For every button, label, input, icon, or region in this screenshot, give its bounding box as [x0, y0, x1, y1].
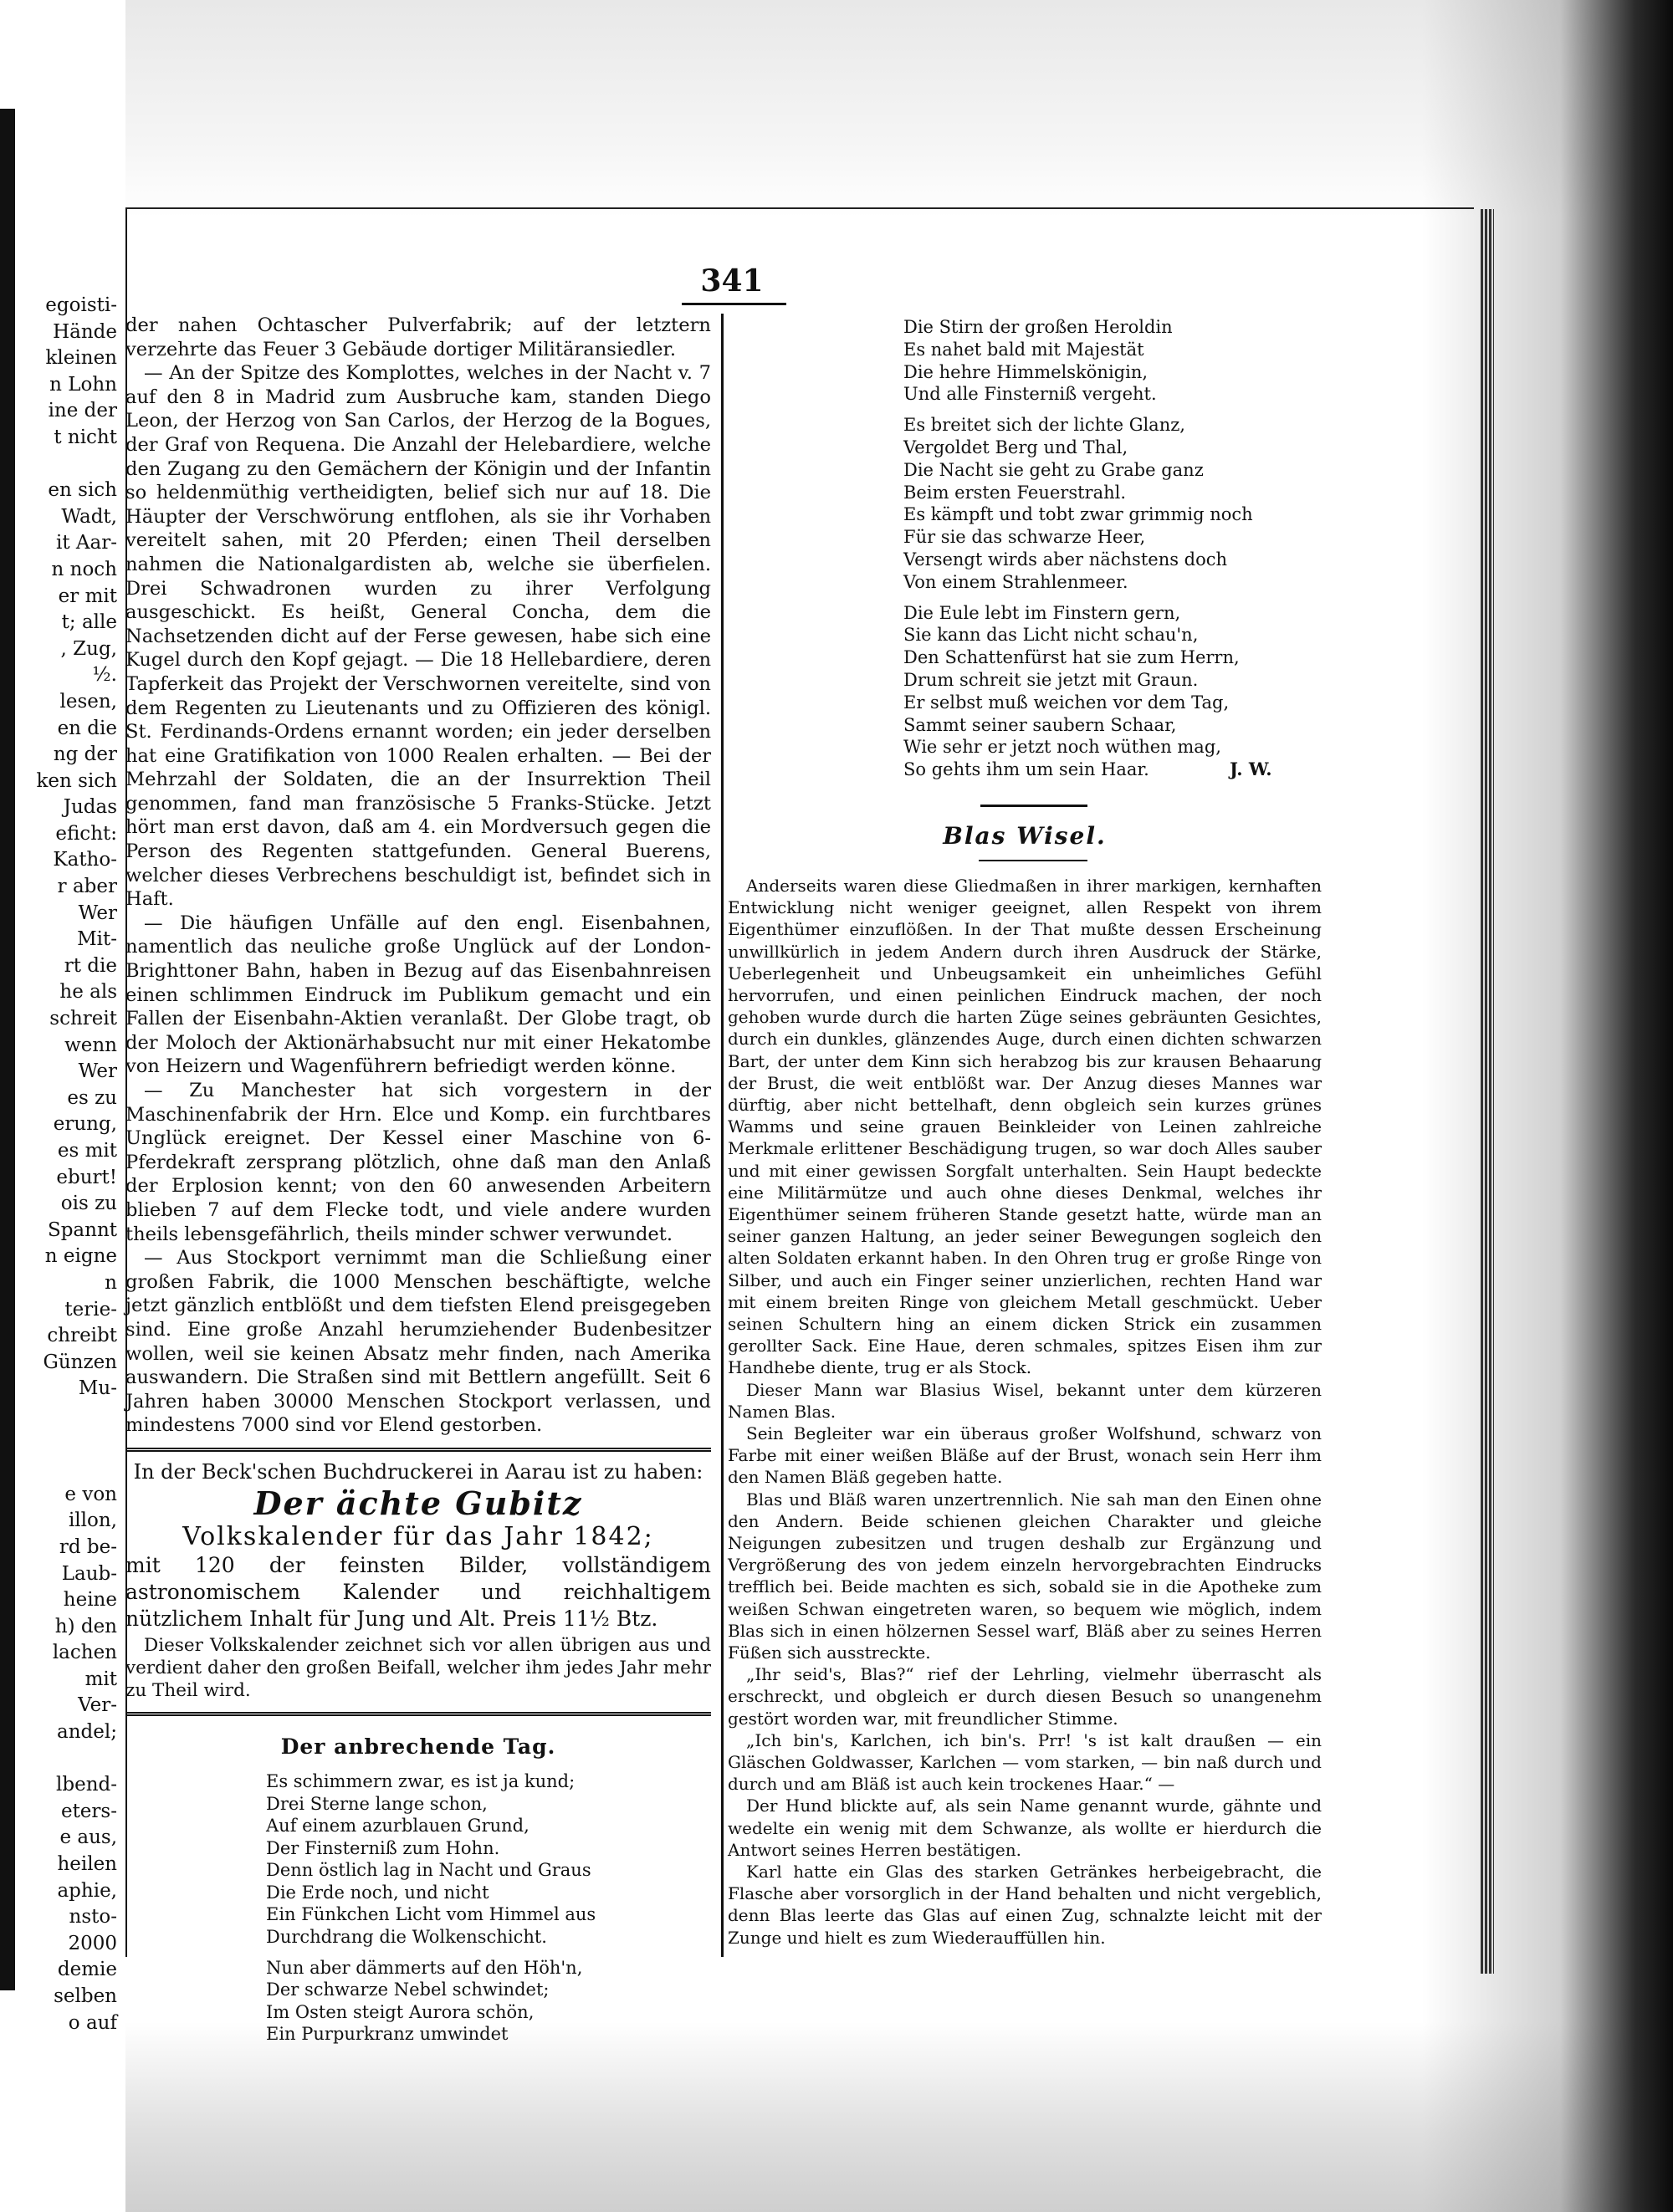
- poem-line: Die hehre Himmelskönigin,: [903, 361, 1149, 382]
- fragment-line: ken sich: [36, 769, 117, 792]
- fragment-line: [17, 1746, 117, 1773]
- fragment-line: schreit: [49, 1008, 117, 1030]
- fragment-line: terie-: [64, 1298, 117, 1321]
- fragment-line: selben: [54, 1985, 117, 2007]
- fragment-line: er mit: [58, 585, 117, 607]
- fragment-line: Wer: [78, 902, 117, 924]
- fragment-line: Spannt: [47, 1218, 117, 1241]
- poem-stanza: [125, 1770, 711, 1949]
- fragment-line: Katho-: [53, 849, 117, 871]
- story-paragraph: Der Hund blickte auf, als sein Name genannt wurde, gähnte und wedelte ein wenig mit dem Schwanze, als wollte er hierdurch die Antwort seines Herren bestätigen.: [728, 1796, 1322, 1860]
- fragment-line: [17, 1429, 117, 1456]
- fragment-line: Mit-: [77, 928, 117, 951]
- poem-line: Der Finsterniß zum Hohn.: [266, 1837, 500, 1858]
- fragment-line: o auf: [68, 2011, 117, 2034]
- fragment-line: [17, 1455, 117, 1482]
- fragment-line: ½.: [92, 664, 117, 687]
- fragment-line: he als: [59, 981, 117, 1004]
- facing-page-edge: [0, 109, 15, 1990]
- news-paragraph: — Aus Stockport vernimmt man die Schließung einer großen Fabrik, die 1000 Menschen beschäftigte, welche jetzt gänzlich entblößt und dem tiefsten Elend preisgegeben sind. Eine große Anzahl herumziehender Budenbesitzer wollen, weil sie keinen Absatz mehr finden, nach Amerika auswandern. Die Straßen sind mit Bettlern angefüllt. Seit 6 Jahren haben 30000 Menschen Stockport verlassen, und mindestens 7000 sind vor Elend gestorben.: [125, 1247, 711, 1437]
- poem-line: Nun aber dämmerts auf den Höh'n,: [266, 1957, 583, 1978]
- story-paragraph: Karl hatte ein Glas des starken Getränkes herbeigebracht, die Flasche aber vorsorglich in der Hand behalten und nicht vergeblich, denn Blas leerte das Glas auf einen Zug, schnalzte leicht mit der Zunge und hielt es zum Wiederauffüllen hin.: [728, 1862, 1322, 1948]
- poem-line: Durchdrang die Wolkenschicht.: [266, 1927, 547, 1948]
- fragment-line: lesen,: [59, 690, 117, 713]
- fragment-line: Wadt,: [61, 505, 117, 528]
- fragment-line: eters-: [60, 1800, 117, 1822]
- fragment-line: Mu-: [78, 1377, 117, 1400]
- fragment-line: kleinen: [45, 347, 117, 370]
- poem-title: Der anbrechende Tag.: [280, 1734, 556, 1759]
- news-paragraph: — Die häufigen Unfälle auf den engl. Eisenbahnen, namentlich das neuliche große Unglück auf der London-Brighttoner Bahn, haben in Bezug auf das Eisenbahnreisen einen schlimmen Eindruck im Publikum gemacht und ein Fallen der Eisenbahn-Aktien veranlaßt. Der Globe tragt, ob der Moloch der Aktionärhabsucht nur mit einer Hekatombe von Heizern und Wagenführern befriedigt werden könne.: [125, 912, 711, 1078]
- fragment-line: e aus,: [59, 1826, 117, 1849]
- poem-line: Die Nacht sie geht zu Grabe ganz: [903, 459, 1204, 480]
- fragment-line: eburt!: [56, 1166, 117, 1188]
- fragment-line: mit: [84, 1668, 117, 1690]
- story-paragraph: Dieser Mann war Blasius Wisel, bekannt unter dem kürzeren Namen Blas.: [728, 1379, 1322, 1422]
- fragment-line: lbend-: [56, 1774, 117, 1796]
- fragment-line: heilen: [57, 1853, 117, 1876]
- news-paragraph: — Zu Manchester hat sich vorgestern in der Maschinenfabrik der Hrn. Elce und Komp. ein furchtbares Unglück ereignet. Der Kessel einer Maschine von 6-Pferdekraft zersprang plötzlich, ohne daß man den Anlaß der Erplosion kennt; von den 60 anwesenden Arbeitern blieben 7 auf dem Flecke todt, und viele andere wurden theils lebensgefährlich, theils minder schwer verwundet.: [125, 1080, 711, 1245]
- fragment-line: [17, 452, 117, 478]
- poem-line: Der schwarze Nebel schwindet;: [266, 1980, 550, 2000]
- poem-line: Sie kann das Licht nicht schau'n,: [903, 625, 1199, 646]
- story-paragraph: „Ihr seid's, Blas?“ rief der Lehrling, vielmehr überrascht als erschreckt, und obgleich er durch diesen Besuch so unangenehm gestört worden war, mit freundlicher Stimme.: [728, 1664, 1322, 1729]
- fragment-line: ng der: [53, 743, 117, 766]
- poem-line: Versengt wirds aber nächstens doch: [903, 549, 1228, 570]
- fragment-line: heine: [63, 1589, 117, 1612]
- fragment-line: chreibt: [47, 1325, 117, 1347]
- fragment-line: ine der: [48, 400, 117, 422]
- fragment-line: t; alle: [61, 611, 117, 634]
- poem-line: Drei Sterne lange schon,: [266, 1793, 488, 1814]
- fragment-line: es zu: [67, 1086, 117, 1109]
- poem-line: Es breitet sich der lichte Glanz,: [903, 415, 1185, 436]
- poem-line: Wie sehr er jetzt noch wüthen mag,: [903, 737, 1221, 758]
- poem-line: Die Stirn der großen Heroldin: [903, 317, 1173, 337]
- fragment-line: erung,: [53, 1113, 117, 1136]
- fragment-line: 2000: [68, 1932, 117, 1954]
- fragment-line: Wer: [78, 1060, 117, 1083]
- story-paragraph: Anderseits waren diese Gliedmaßen in ihrer markigen, kernhaften Entwicklung nicht weniger geeignet, allen Respekt von ihrem Eigenthümer einzuflößen. In der That mußte dessen Erscheinung unwillkürlich in jedem Andern durch ihren Ausdruck der Stärke, Ueberlegenheit und Unbeugsamkeit ein unheimliches Gefühl hervorrufen, und einen peinlichen Eindruck machen, der noch gehoben wurde durch die harten Züge seines gebräunten Gesichtes, durch ein dunkles, glänzendes Auge, durch einen dichten schwarzen Bart, der unter dem Kinn sich herabzog bis zur krausen Behaarung der Brust, die weit entblößt war. Der Anzug dieses Mannes war dürftig, aber nicht bettelhaft, denn obgleich sein kurzes grünes Wamms und seine grauen Beinkleider von Leinen zahlreiche Merkmale erlittener Beschädigung trugen, so war doch Alles sauber und mit einer gewissen Sorgfalt unterhalten. Sein Haupt bedeckte eine Militärmütze und auch ohne dieses Denkmal, welches ihr Eigenthümer seinem früheren Stande gesetzt hatte, würde man an seiner ganzen Haltung, an jeder seiner Bewegungen sogleich den alten Soldaten erkannt haben. In den Ohren trug er große Ringe von Silber, und auch ein Finger seiner unzierlichen, rechten Hand war mit einem breiten Ringe von gleichem Metall geschmückt. Ueber seinen Schultern hing an einem dicken Strick ein zusammen gerollter Sack. Eine Haue, deren schmales, spitzes Eisen ihm zur Handhebe diente, trug er als Stock.: [728, 875, 1322, 1378]
- fragment-line: ois zu: [60, 1193, 117, 1215]
- news-paragraph: — An der Spitze des Komplottes, welches in der Nacht v. 7 auf den 8 in Madrid zum Ausbruche kam, standen Diego Leon, der Herzog von San Carlos, der Herzog de la Bogues, der Graf von Requena. Die Anzahl der Helebardiere, welche den Zugang zu den Gemächern der Königin und der Infantin so heldenmüthig vertheidigten, belief sich nur auf 18. Die Häupter der Verschwörung entflohen, als sie ihr Vorhaben vereitelt sahen, mit 20 Pferden; einen Theil derselben nahmen die Nationalgardisten ab, welche sie überfielen. Drei Schwadronen wurden zu ihrer Verfolgung ausgeschickt. Es heißt, General Concha, dem die Nachsetzenden dicht auf der Ferse gewesen, habe sich eine Kugel durch den Kopf gejagt. — Die 18 Hellebardiere, deren Tapferkeit das Projekt der Verschwornen vereitelte, sind von dem Regenten zu Lieutenants und zu Offizieren des königl. St. Ferdinands-Ordens ernannt worden; ein jeder derselben hat eine Gratifikation von 1000 Realen erhalten. — Bei der Mehrzahl der Soldaten, die an der Insurrektion Theil genommen, fand man französische 5 Franks-Stücke. Jetzt hört man erst davon, daß am 4. ein Mordversuch gegen die Person des Regenten stattgefunden. General Buerens, welcher dieses Verbrechens beschuldigt ist, befindet sich in Haft.: [125, 362, 711, 911]
- poem-stanza: [728, 316, 1322, 406]
- poem-stanza: [728, 602, 1322, 781]
- fragment-line: Laub-: [61, 1562, 117, 1585]
- left-column: [125, 314, 711, 2046]
- news-paragraph: der nahen Ochtascher Pulverfabrik; auf der letztern verzehrte das Feuer 3 Gebäude dortiger Militäransiedler.: [125, 314, 711, 360]
- poem-line: Und alle Finsterniß vergeht.: [903, 384, 1157, 405]
- poem-line: Drum schreit sie jetzt mit Graun.: [903, 669, 1199, 690]
- fragment-line: [17, 1402, 117, 1429]
- section-rule: [979, 860, 1087, 861]
- fragment-line: Ver-: [78, 1694, 117, 1717]
- fragment-line: it Aar-: [56, 532, 117, 554]
- fragment-line: n: [105, 1271, 117, 1294]
- page-number-rule: [682, 303, 786, 305]
- poem-line: Ein Fünkchen Licht vom Himmel aus: [266, 1904, 596, 1925]
- fragment-line: illon,: [68, 1510, 117, 1532]
- story-title: Blas Wisel.: [943, 821, 1107, 850]
- poem-line: Sammt seiner saubern Schaar,: [903, 714, 1177, 735]
- poem-line: Er selbst muß weichen vor dem Tag,: [903, 692, 1230, 713]
- section-rule: [980, 805, 1087, 807]
- ad-publisher-line: In der Beck'schen Buchdruckerei in Aarau ist zu haben:: [133, 1459, 703, 1484]
- fragment-line: es mit: [57, 1140, 117, 1162]
- poem-stanza: [125, 1957, 711, 2046]
- fragment-line: Hände: [53, 320, 117, 343]
- poem-signature: J. W.: [1230, 759, 1272, 780]
- fragment-line: andel;: [57, 1721, 117, 1744]
- fragment-line: lachen: [52, 1642, 117, 1664]
- fragment-line: rd be-: [59, 1535, 117, 1558]
- poem-line: Die Erde noch, und nicht: [266, 1882, 489, 1903]
- fragment-line: t nicht: [54, 426, 117, 448]
- poem-line: Vergoldet Berg und Thal,: [903, 437, 1128, 457]
- advertisement: [125, 1448, 711, 1716]
- fragment-line: aphie,: [57, 1879, 117, 1902]
- right-column: [728, 316, 1322, 1949]
- story-paragraph: Blas und Bläß waren unzertrennlich. Nie sah man den Einen ohne den Andern. Beide schienen gleichen Charakter und gleiche Neigungen zubesitzen und trugen deshalb zur Ergänzung und Vergrößerung des von jedem einzeln hervorgebrachten Eindrucks trefflich bei. Beide machten es sich, sobald sie in die Apotheke zum weißen Schwan eingetreten waren, so bequem wie möglich, indem Blas sich in einen hölzernen Sessel warf, Bläß aber zu seines Herren Füßen sich ausstreckte.: [728, 1489, 1322, 1663]
- ad-title: Der ächte Gubitz: [253, 1484, 583, 1522]
- fragment-line: rt die: [64, 954, 117, 977]
- poem-line: Im Osten steigt Aurora schön,: [266, 2001, 535, 2022]
- poem-line: Von einem Strahlenmeer.: [903, 571, 1128, 592]
- column-divider: [721, 314, 724, 1957]
- poem-line: Den Schattenfürst hat sie zum Herrn,: [903, 647, 1240, 668]
- fragment-line: nsto-: [69, 1906, 117, 1928]
- facing-page-text-fragment: [17, 293, 117, 2036]
- fragment-line: eficht:: [55, 822, 117, 845]
- poem-line: Für sie das schwarze Heer,: [903, 527, 1146, 548]
- story-paragraph: „Ich bin's, Karlchen, ich bin's. Prr! 's ist kalt draußen — ein Gläschen Goldwasser, Karlchen — vom starken, — bin naß durch und durch und am Bläß ist auch kein trockenes Haar.“ —: [728, 1729, 1322, 1795]
- ad-subtitle: Volkskalender für das Jahr 1842;: [182, 1521, 654, 1551]
- poem-line: Beim ersten Feuerstrahl.: [903, 482, 1127, 503]
- page-number: 341: [700, 263, 764, 299]
- poem-line: Es kämpft und tobt zwar grimmig noch: [903, 504, 1253, 525]
- poem-line: Die Eule lebt im Finstern gern,: [903, 602, 1181, 623]
- fragment-line: Günzen: [43, 1351, 117, 1373]
- poem-line: Es schimmern zwar, es ist ja kund;: [266, 1770, 576, 1791]
- book-page-edges: [1481, 209, 1494, 1974]
- ad-bottom-rule: [125, 1712, 711, 1716]
- ad-body: mit 120 der feinsten Bilder, vollständigem astronomischem Kalender und reichhaltigem nützlichem Inhalt für Jung und Alt. Preis 11½ Btz.: [125, 1552, 711, 1631]
- fragment-line: en sich: [48, 479, 117, 502]
- poem-line: Ein Purpurkranz umwindet: [266, 2024, 509, 2045]
- ad-description: Dieser Volkskalender zeichnet sich vor allen übrigen aus und verdient daher den großen Beifall, welcher ihm jedes Jahr mehr zu Theil wird.: [125, 1634, 711, 1701]
- fragment-line: Judas: [63, 796, 117, 819]
- fragment-line: , Zug,: [60, 637, 117, 660]
- fragment-line: wenn: [64, 1034, 117, 1056]
- poem-line: Denn östlich lag in Nacht und Graus: [266, 1860, 591, 1881]
- fragment-line: en die: [57, 717, 117, 739]
- fragment-line: n eigne: [44, 1245, 117, 1268]
- fragment-line: e von: [64, 1483, 117, 1505]
- fragment-line: r aber: [57, 876, 117, 898]
- poem-line: Auf einem azurblauen Grund,: [266, 1816, 530, 1837]
- fragment-line: n Lohn: [49, 373, 117, 396]
- poem-stanza: [728, 414, 1322, 593]
- fragment-line: demie: [57, 1959, 117, 1981]
- fragment-line: h) den: [54, 1615, 117, 1637]
- poem-line: So gehts ihm um sein Haar. J. W.: [903, 759, 1272, 780]
- poem-line: Es nahet bald mit Majestät: [903, 339, 1144, 360]
- fragment-line: egoisti-: [45, 294, 117, 316]
- fragment-line: n noch: [51, 558, 117, 580]
- story-paragraph: Sein Begleiter war ein überaus großer Wolfshund, schwarz von Farbe mit einer weißen Bläße auf der Brust, wonach sein Herr ihm den Namen Bläß gegeben hatte.: [728, 1423, 1322, 1488]
